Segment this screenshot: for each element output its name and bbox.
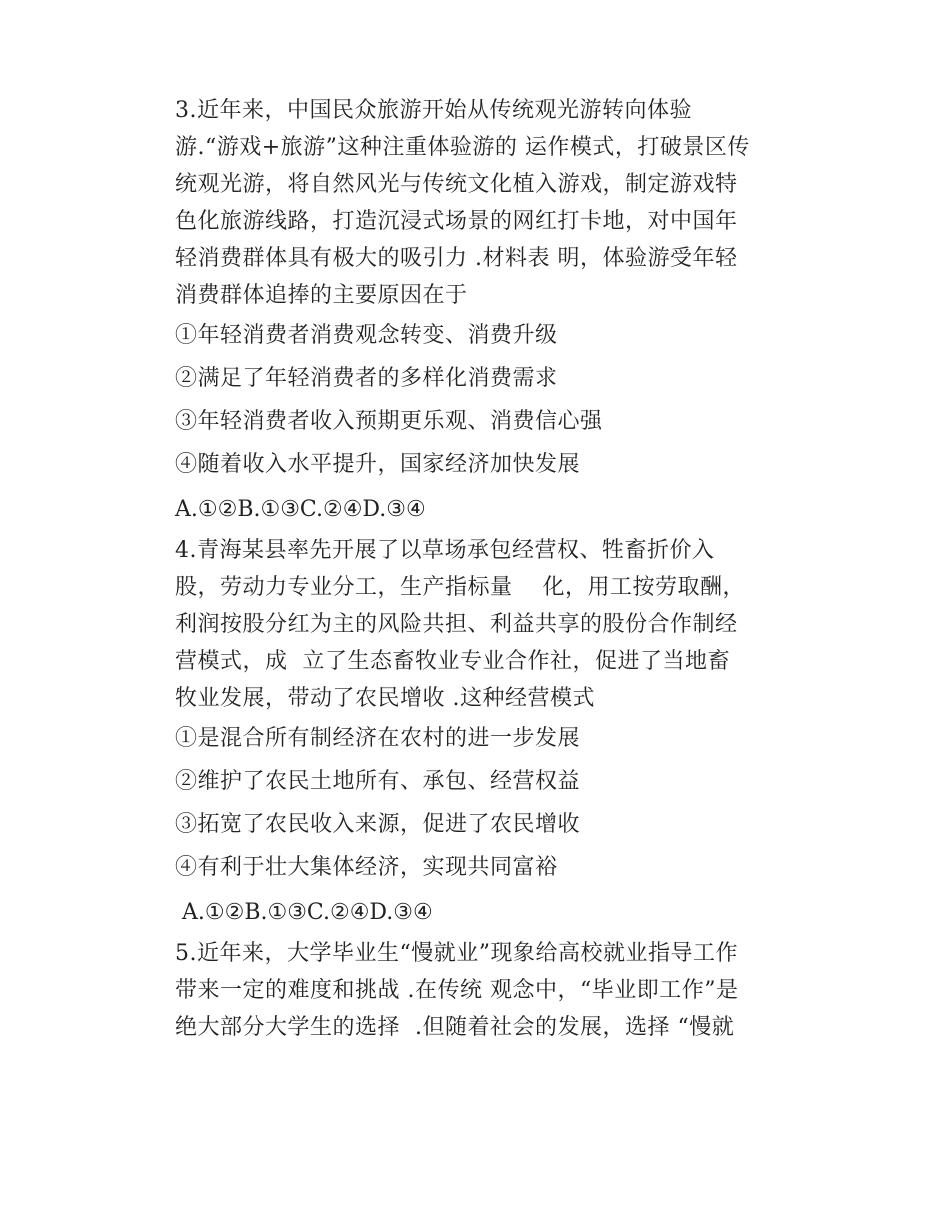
answer-choices: A.①②B.①③C.②④D.③④ [175, 900, 433, 925]
stem-line: 营模式，成 立了生态畜牧业专业合作社，促进了当地畜 [175, 649, 730, 674]
question-4 [175, 532, 785, 935]
option-item: ①是混合所有制经济在农村的进一步发展 [175, 726, 581, 751]
stem-line: 统观光游，将自然风光与传统文化植入游戏，制定游戏特 [175, 172, 738, 197]
stem-line: 消费群体追捧的主要原因在于 [175, 283, 468, 308]
stem-line: 牧业发展，带动了农民增收 .这种经营模式 [175, 686, 595, 711]
option-list [175, 717, 785, 889]
stem-line: 5.近年来，大学毕业生“慢就业”现象给高校就业指导工作 [175, 941, 738, 966]
document-page [175, 92, 785, 1046]
question-stem [175, 532, 785, 717]
question-stem [175, 92, 785, 314]
option-item: ③拓宽了农民收入来源，促进了农民增收 [175, 812, 581, 837]
stem-line: 色化旅游线路，打造沉浸式场景的网红打卡地，对中国年 [175, 209, 738, 234]
stem-line: 利润按股分红为主的风险共担、利益共享的股份合作制经 [175, 612, 738, 637]
option-item: ④有利于壮大集体经济，实现共同富裕 [175, 855, 558, 880]
stem-line: 游.“游戏+旅游”这种注重体验游的 运作模式，打破景区传 [175, 135, 750, 160]
stem-line: 绝大部分大学生的选择 .但随着社会的发展，选择 “慢就 [175, 1015, 735, 1040]
answer-choices: A.①②B.①③C.②④D.③④ [175, 497, 426, 522]
stem-line: 轻消费群体具有极大的吸引力 .材料表 明，体验游受年轻 [175, 246, 738, 271]
option-item: ④随着收入水平提升，国家经济加快发展 [175, 452, 581, 477]
stem-line: 4.青海某县率先开展了以草场承包经营权、牲畜折价入 [175, 538, 715, 563]
question-stem [175, 935, 785, 1046]
stem-line: 带来一定的难度和挑战 .在传统 观念中，“毕业即工作”是 [175, 978, 739, 1003]
option-item: ②满足了年轻消费者的多样化消费需求 [175, 366, 558, 391]
stem-line: 股，劳动力专业分工，生产指标量 化，用工按劳取酬， [175, 575, 745, 600]
option-list [175, 314, 785, 486]
option-item: ①年轻消费者消费观念转变、消费升级 [175, 323, 558, 348]
question-5 [175, 935, 785, 1046]
option-item: ②维护了农民土地所有、承包、经营权益 [175, 769, 581, 794]
option-item: ③年轻消费者收入预期更乐观、消费信心强 [175, 409, 603, 434]
question-3 [175, 92, 785, 532]
stem-line: 3.近年来，中国民众旅游开始从传统观光游转向体验 [175, 98, 692, 123]
